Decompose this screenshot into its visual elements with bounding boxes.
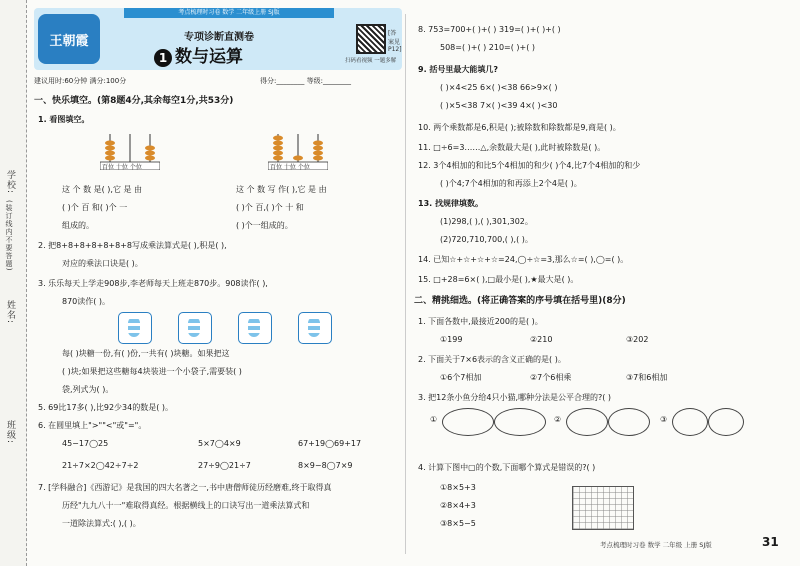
title-text: 数与运算 [175, 47, 243, 67]
candy-jar-icon [238, 312, 272, 344]
q5: 5. 69比17多( ),比92少34的数是( )。 [38, 403, 174, 412]
c3-opt1-label: ① [430, 415, 438, 424]
fish-group-icon [608, 408, 650, 436]
fish-group-icon [442, 408, 494, 436]
c1: 1. 下面各数中,最接近200的是( )。 [418, 317, 543, 326]
footer-text: 考点梳理时习卷 数学 二年级 上册 SJ版 [600, 541, 712, 549]
c1-opt1: ①199 [440, 335, 463, 344]
fish-group-icon [494, 408, 546, 436]
c1-opt2: ②210 [530, 335, 553, 344]
q7-line2: 历经"九九八十一"难取得真经。根据横线上的口诀写出一道乘法算式和 [62, 501, 310, 510]
q8-line2: 508=( )+( ) 210=( )+( ) [440, 43, 536, 52]
fish-group-icon [566, 408, 608, 436]
c3-opt3-label: ③ [660, 415, 668, 424]
q3-line1: 3. 乐乐每天上学走908步,李老师每天上班走870步。908读作( ), [38, 279, 268, 288]
q2-line1: 2. 把8+8+8+8+8+8+8写成乘法算式是( ),积是( ), [38, 241, 227, 250]
header-subtitle: 专项诊断直测卷 [184, 32, 254, 43]
square-grid-figure [572, 486, 634, 530]
q1-prompt: 1. 看图填空。 [38, 115, 90, 124]
q8-line1: 8. 753=700+( )+( ) 319=( )+( )+( ) [418, 25, 561, 34]
c2-opt1: ①6个7相加 [440, 373, 482, 382]
candy-jar-icon [178, 312, 212, 344]
brand-logo: 王朝霞 [38, 14, 100, 64]
q15: 15. □+28=6×( ),□最小是( ),★最大是( )。 [418, 275, 579, 284]
q9-row1: ( )×4<25 6×( )<38 66>9×( ) [440, 83, 558, 92]
q3-line2: 870读作( )。 [62, 297, 111, 306]
header-topbar: 考点梳理时习卷 数学 二年级上册 SJ版 [124, 8, 334, 18]
q1-a-line3: 组成的。 [62, 221, 94, 230]
qr-label: 扫码看视频 一题多解 [345, 58, 397, 64]
q1-a-line2: ( )个 百 和( )个 一 [62, 203, 128, 212]
q13-part2: (2)720,710,700,( ),( )。 [440, 235, 533, 244]
answer-tag: [答案见P12] [388, 30, 402, 53]
binding-note: (装订线内不要答题) [5, 200, 13, 272]
abacus-right-labels: 百位 十位 个位 [270, 164, 310, 171]
q9: 9. 括号里最大能填几? [418, 65, 499, 74]
q4-line1: 每( )块糖一份,有( )份,一共有( )块糖。如果把这 [62, 349, 230, 358]
worksheet-header [34, 8, 402, 70]
q13-part1: (1)298,( ),( ),301,302。 [440, 217, 533, 226]
section-1-heading: 一、快乐填空。(第8题4分,其余每空1分,共53分) [34, 96, 234, 106]
q6: 6. 在圆里填上">""<"或"="。 [38, 421, 147, 430]
class-label: 班级: [5, 420, 15, 445]
q14: 14. 已知☆+☆+☆+☆=24,◯÷☆=3,那么☆=( ),◯=( )。 [418, 255, 629, 264]
q1-a-line1: 这 个 数 是( ),它 是 由 [62, 185, 143, 194]
q9-row2: ( )×5<38 7×( )<39 4×( )<30 [440, 101, 558, 110]
q6-r2-a: 21÷7×2◯42÷7÷2 [62, 461, 139, 470]
c4-opt2: ②8×4+3 [440, 501, 476, 510]
q6-r2-b: 27÷9◯21÷7 [198, 461, 251, 470]
binding-margin [0, 0, 27, 566]
page-title [154, 42, 243, 67]
c4-opt3: ③8×5−5 [440, 519, 476, 528]
school-label: 学校: [5, 170, 15, 195]
q12-line1: 12. 3个4相加的和比5个4相加的和少( )个4,比7个4相加的和少 [418, 161, 641, 170]
c3-opt2-label: ② [554, 415, 562, 424]
q11: 11. □÷6=3……△,余数最大是( ),此时被除数是( )。 [418, 143, 606, 152]
name-label: 姓名: [5, 300, 15, 325]
c1-opt3: ③202 [626, 335, 649, 344]
c2-opt2: ②7个6相乘 [530, 373, 572, 382]
abacus-left-labels: 百位 十位 个位 [102, 164, 142, 171]
c4-opt1: ①8×5+3 [440, 483, 476, 492]
q2-line2: 对应的乘法口诀是( )。 [62, 259, 143, 268]
q4-line2: ( )块;如果把这些糖每4块装进一个小袋子,需要装( ) [62, 367, 242, 376]
title-number: 1 [154, 49, 172, 67]
fish-group-icon [708, 408, 744, 436]
q13: 13. 找规律填数。 [418, 199, 483, 208]
q10: 10. 两个乘数都是6,积是( );被除数和除数都是9,商是( )。 [418, 123, 621, 132]
q7-line3: 一道除法算式:( ),( )。 [62, 519, 141, 528]
page-number: 31 [762, 535, 779, 549]
candy-jar-icon [298, 312, 332, 344]
q6-r1-b: 5×7◯4×9 [198, 439, 241, 448]
c3: 3. 把12条小鱼分给4只小猫,哪种分法是公平合理的?( ) [418, 393, 612, 402]
c4: 4. 计算下图中▢的个数,下面哪个算式是错误的?( ) [418, 463, 596, 472]
score-grade-fields: 得分:________ 等级:________ [260, 77, 351, 85]
c2: 2. 下面关于7×6表示的含义正确的是( )。 [418, 355, 566, 364]
q1-b-line3: ( )个一组成的。 [236, 221, 293, 230]
q6-r1-a: 45−17◯25 [62, 439, 109, 448]
q12-line2: ( )个4;7个4相加的和再添上2个4是( )。 [440, 179, 582, 188]
q6-r2-c: 8×9−8◯7×9 [298, 461, 353, 470]
c2-opt3: ③7和6相加 [626, 373, 668, 382]
q7-line1: 7. [学科融合]《西游记》是我国的四大名著之一,书中唐僧师徒历经磨难,终于取得真 [38, 483, 332, 492]
q4-line3: 袋,列式为( )。 [62, 385, 114, 394]
time-score-info: 建议用时:60分钟 满分:100分 [34, 77, 127, 85]
fish-group-icon [672, 408, 708, 436]
column-divider [405, 14, 406, 554]
q6-r1-c: 67+19◯69+17 [298, 439, 362, 448]
candy-jar-icon [118, 312, 152, 344]
q1-b-line2: ( )个 百,( )个 十 和 [236, 203, 304, 212]
section-2-heading: 二、精挑细选。(将正确答案的序号填在括号里)(8分) [414, 296, 626, 306]
qr-code-icon [356, 24, 386, 54]
q1-b-line1: 这 个 数 写 作( ),它 是 由 [236, 185, 327, 194]
